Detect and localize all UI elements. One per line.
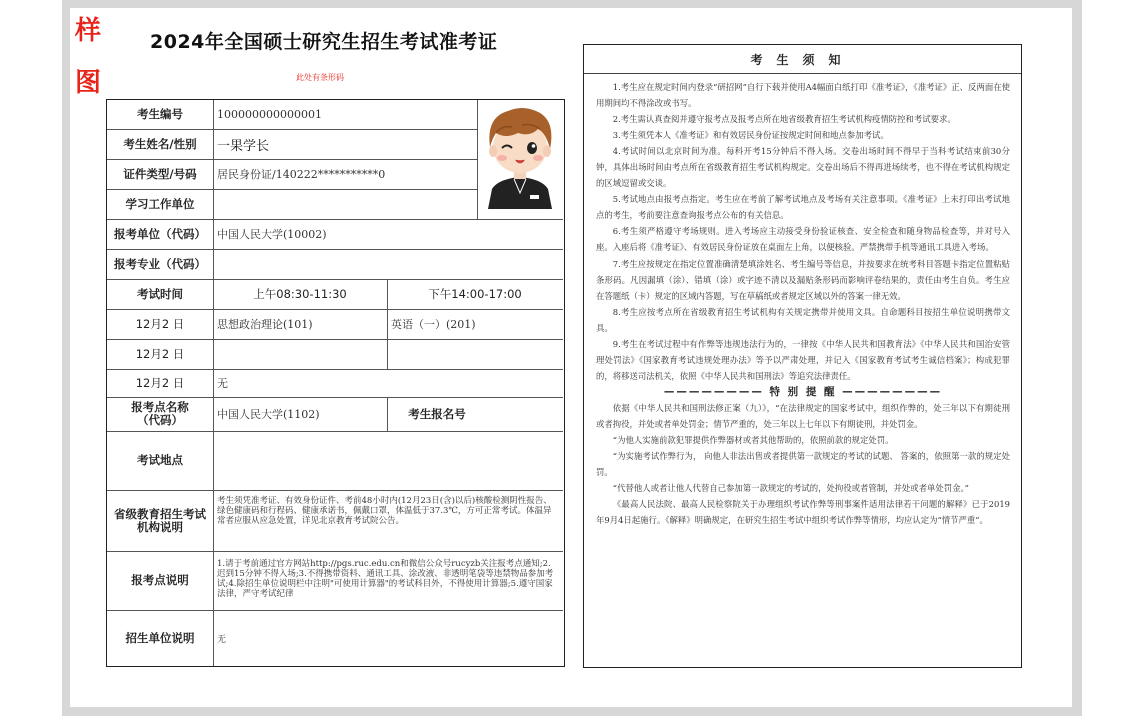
sample-watermark-2: 图 [75,68,102,98]
afternoon-session: 下午14:00-17:00 [428,287,522,301]
exam-no-label: 考生编号 [137,107,183,121]
day1-label: 12月2 日 [135,316,185,331]
reminder-item: “代替他人或者让他人代替自己参加第一款规定的考试的，处拘役或者管制，并处或者单处罚金。” [612,483,969,494]
exam-time-label: 考试时间 [137,286,183,301]
day3-subject: 无 [217,377,228,390]
notice-body [596,79,1010,528]
province-note-label: 省级教育招生考试机构说明 [114,506,206,534]
apply-unit-value: 中国人民大学(10002) [217,228,327,241]
notice-item: 8.考生应按考点所在省级教育招生考试机构有关规定携带并使用文具。自命题科目按招生单位说明携带文具。 [596,306,1010,333]
morning-session: 上午08:30-11:30 [253,287,347,301]
name-label: 考生姓名/性别 [123,136,197,151]
candidate-photo [478,103,562,209]
major-value [213,249,563,279]
work-unit-label: 学习工作单位 [125,196,195,211]
apply-unit-label: 报考单位（代码） [114,226,206,241]
barcode-placeholder: 此处有条形码 [296,73,344,82]
notice-item: 3.考生须凭本人《准考证》和有效居民身份证按规定时间和地点参加考试。 [612,130,889,141]
reminder-item: “为实施考试作弊行为， 向他人非法出售或者提供第一款规定的考试的试题、 答案的，依照第一款的规定处罚。 [596,451,1010,478]
site-note-label: 报考点说明 [131,573,189,587]
notice-item: 6.考生须严格遵守考场规则。进入考场应主动接受身份验证核查、安全检查和随身物品检查等，并对号入座。入座后将《准考证》、有效居民身份证放在桌面左上角，以便核验。严禁携带手机等通讯工具进入考场。 [596,226,1010,253]
notice-item: 1.考生应在规定时间内登录“研招网”自行下载并使用A4幅面白纸打印《准考证》，《准考证》正、反两面在使用期间均不得涂改或书写。 [596,82,1010,109]
notice-item: 4.考试时间以北京时间为准。每科开考15分钟后不得入场。交卷出场时间不得早于当科考试结束前30分钟，具体出场时间由考点所在省级教育招生考试机构规定。交卷出场后不得再进场续考，也不得在考试机构规定的区域逗留或交谈。 [596,146,1010,189]
day1-pm-subject: 英语（一）(201) [391,318,476,331]
sample-watermark-1: 样 [75,16,102,46]
location-value [213,431,563,490]
exam-no-value: 100000000000001 [217,108,322,121]
id-value: 居民身份证/140222***********0 [217,168,386,181]
unit-note-text: 无 [217,634,227,645]
page-title: 2024年全国硕士研究生招生考试准考证 [150,31,498,53]
day2-label: 12月2 日 [135,346,185,361]
notice-item: 2.考生需认真查阅并遵守报考点及报考点所在地省级教育招生考试机构疫情防控和考试要求。 [612,114,956,125]
site-note-text: 1.请于考前通过官方网站http://pgs.ruc.edu.cn和微信公众号rucyzb关注报考点通知;2.迟到15分钟不得入场;3.不得携带资料、通讯工具、涂改液、非透明笔袋等违禁物品参加考试;4.除招生单位说明栏中注明"可使用计算器"的考试科目外，不得使用计算器;5.遵守国家法律，严守考试纪律 [217,559,554,599]
unit-note-label: 招生单位说明 [125,630,195,645]
site-name-label: 报考点名称（代码） [131,400,189,427]
special-reminder-title: ———————— 特 别 提 醒 ———————— [663,385,943,398]
day1-am-subject: 思想政治理论(101) [217,318,313,331]
name-value: 一果学长 [217,138,270,154]
notice-item: 9.考生在考试过程中有作弊等违规违法行为的，一律按《中华人民共和国教育法》《中华人民共和国治安管理处罚法》《国家教育考试违规处理办法》等予以严肃处理，并记入《国家教育考试考生诚信档案》；构成犯罪的，将移送司法机关，依照《中华人民共和国刑法》等追究法律责任。 [596,338,1010,381]
id-label: 证件类型/号码 [123,166,197,181]
site-name-value: 中国人民大学(1102) [217,408,320,421]
day2-pm-subject [387,339,563,369]
reg-no-label: 考生报名号 [408,406,466,421]
candidate-notice-panel [583,44,1022,668]
notice-item: 5.考试地点由报考点指定。考生应在考前了解考试地点及考场有关注意事项。《准考证》上未打印出考试地点的考生，考前要注意查询报考点公布的有关信息。 [596,194,1010,221]
notice-heading: 考生须知 [584,45,1021,74]
work-unit-value [213,189,477,219]
major-label: 报考专业（代码） [114,256,206,271]
reminder-item: 依据《中华人民共和国刑法修正案（九）》，“在法律规定的国家考试中，组织作弊的，处三年以下有期徒刑或者拘役，并处或者单处罚金；情节严重的，处三年以上七年以下有期徒刑，并处罚金。 [596,402,1010,429]
reminder-item: “为他人实施前款犯罪提供作弊器材或者其他帮助的，依照前款的规定处罚。 [612,434,894,445]
day2-am-subject [213,339,387,369]
day3-label: 12月2 日 [135,375,185,390]
notice-item: 7.考生应按规定在指定位置准确清楚填涂姓名、考生编号等信息，并按要求在统考科目答题卡指定位置粘贴条形码。凡因漏填（涂）、错填（涂）或字迹不清以及漏贴条形码而影响评卷结果的，责任由考生自负。考生应在答题纸（卡）规定的区域内答题，写在草稿纸或者规定区域以外的答案一律无效。 [596,258,1010,301]
reminder-item: 《最高人民法院、最高人民检察院关于办理组织考试作弊等刑事案件适用法律若干问题的解释》已于2019年9月4日起施行。《解释》明确规定，在研究生招生考试中组织考试作弊等情形，均应认定为“情节严重”。 [596,499,1010,526]
reg-no-value [487,397,563,431]
province-note-text: 考生须凭准考证、有效身份证件、考前48小时内(12月23日(含)以后)核酸检测阴性报告、绿色健康码和行程码、健康承诺书，佩戴口罩，体温低于37.3℃，方可正常考试。体温异常者应服从应急处置，详见北京教育考试院公告。 [217,496,552,526]
location-label: 考试地点 [137,453,183,467]
